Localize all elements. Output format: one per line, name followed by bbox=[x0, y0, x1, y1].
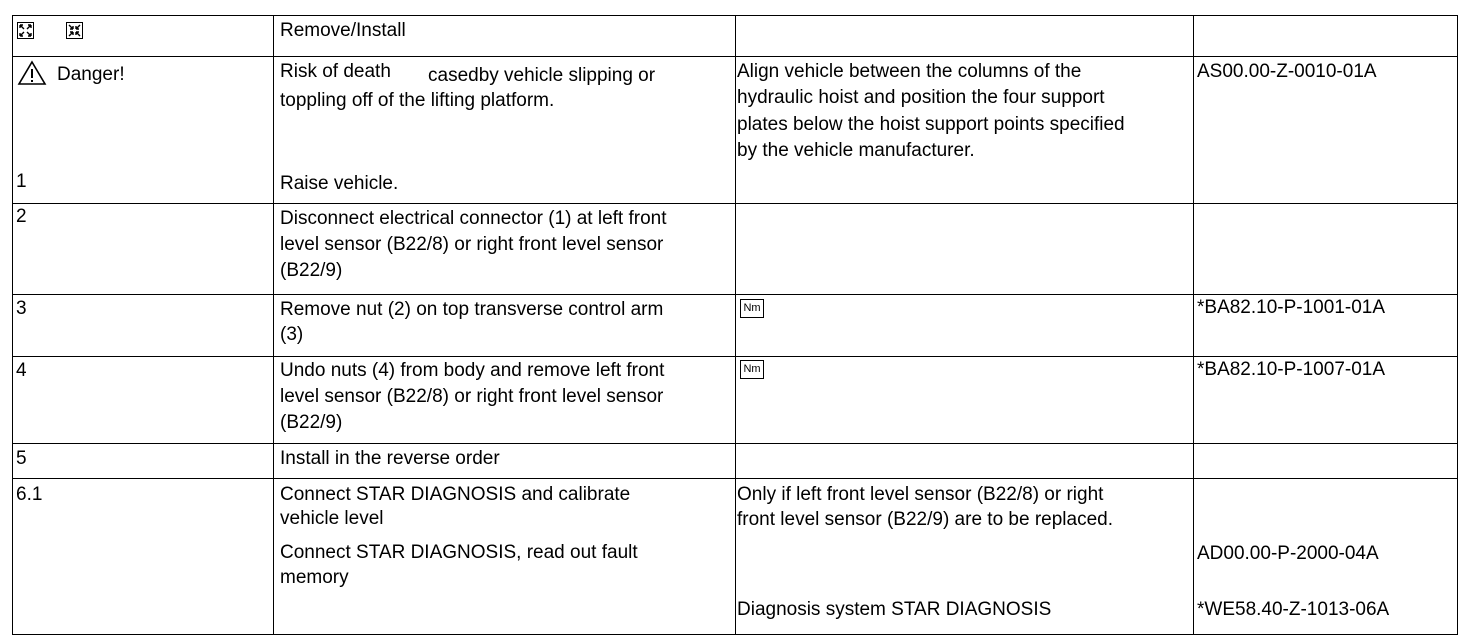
step-number: 6.1 bbox=[16, 484, 43, 505]
step-tool-ref[interactable]: *WE58.40-Z-1013-06A bbox=[1197, 599, 1390, 620]
step-number: 1 bbox=[16, 171, 27, 192]
danger-risk-part2: casedby vehicle slipping or bbox=[428, 65, 656, 86]
step-number: 5 bbox=[16, 448, 27, 469]
step-tool: Diagnosis system STAR DIAGNOSIS bbox=[737, 599, 1052, 620]
step-number: 4 bbox=[16, 360, 27, 381]
step-text: Disconnect electrical connector (1) at left front bbox=[280, 208, 667, 229]
step-text: Raise vehicle. bbox=[280, 173, 399, 194]
step-text: Connect STAR DIAGNOSIS and calibrate bbox=[280, 484, 631, 505]
step-number: 3 bbox=[16, 298, 27, 319]
step-note: Only if left front level sensor (B22/8) or right bbox=[737, 484, 1104, 505]
step-subtext: memory bbox=[280, 567, 349, 588]
step-ref[interactable]: *BA82.10-P-1007-01A bbox=[1197, 359, 1386, 380]
step-text: level sensor (B22/8) or right front level sensor bbox=[280, 234, 664, 255]
row-divider bbox=[13, 203, 1457, 204]
step-text: Remove nut (2) on top transverse control arm bbox=[280, 299, 664, 320]
danger-ref[interactable]: AS00.00-Z-0010-01A bbox=[1197, 61, 1377, 82]
warning-triangle-icon bbox=[17, 60, 47, 86]
column-divider bbox=[273, 16, 274, 634]
danger-risk-line2: toppling off of the lifting platform. bbox=[280, 90, 555, 111]
step-text: Undo nuts (4) from body and remove left front bbox=[280, 360, 665, 381]
danger-risk-part1: Risk of death bbox=[280, 61, 391, 82]
step-text: (B22/9) bbox=[280, 412, 343, 433]
danger-measure-line: by the vehicle manufacturer. bbox=[737, 140, 975, 161]
step-text: (B22/9) bbox=[280, 260, 343, 281]
step-subtext: Connect STAR DIAGNOSIS, read out fault bbox=[280, 542, 638, 563]
step-text: vehicle level bbox=[280, 508, 384, 529]
step-text: Install in the reverse order bbox=[280, 448, 500, 469]
collapse-icon[interactable] bbox=[66, 22, 83, 39]
step-text: level sensor (B22/8) or right front level sensor bbox=[280, 386, 664, 407]
column-divider bbox=[1193, 16, 1194, 634]
header-title: Remove/Install bbox=[280, 20, 406, 41]
row-divider bbox=[13, 443, 1457, 444]
danger-measure-line: Align vehicle between the columns of the bbox=[737, 61, 1082, 82]
step-sub-ref[interactable]: AD00.00-P-2000-04A bbox=[1197, 543, 1379, 564]
danger-measure-line: hydraulic hoist and position the four support bbox=[737, 87, 1105, 108]
step-ref[interactable]: *BA82.10-P-1001-01A bbox=[1197, 297, 1386, 318]
step-note: front level sensor (B22/9) are to be replaced. bbox=[737, 509, 1113, 530]
row-divider bbox=[13, 478, 1457, 479]
danger-measure-line: plates below the hoist support points specified bbox=[737, 114, 1125, 135]
row-divider bbox=[13, 56, 1457, 57]
step-number: 2 bbox=[16, 206, 27, 227]
column-divider bbox=[735, 16, 736, 634]
expand-icon[interactable] bbox=[17, 22, 34, 39]
danger-label: Danger! bbox=[57, 64, 125, 85]
torque-nm-icon[interactable]: Nm bbox=[740, 360, 764, 379]
step-text: (3) bbox=[280, 324, 304, 345]
torque-nm-icon[interactable]: Nm bbox=[740, 299, 764, 318]
